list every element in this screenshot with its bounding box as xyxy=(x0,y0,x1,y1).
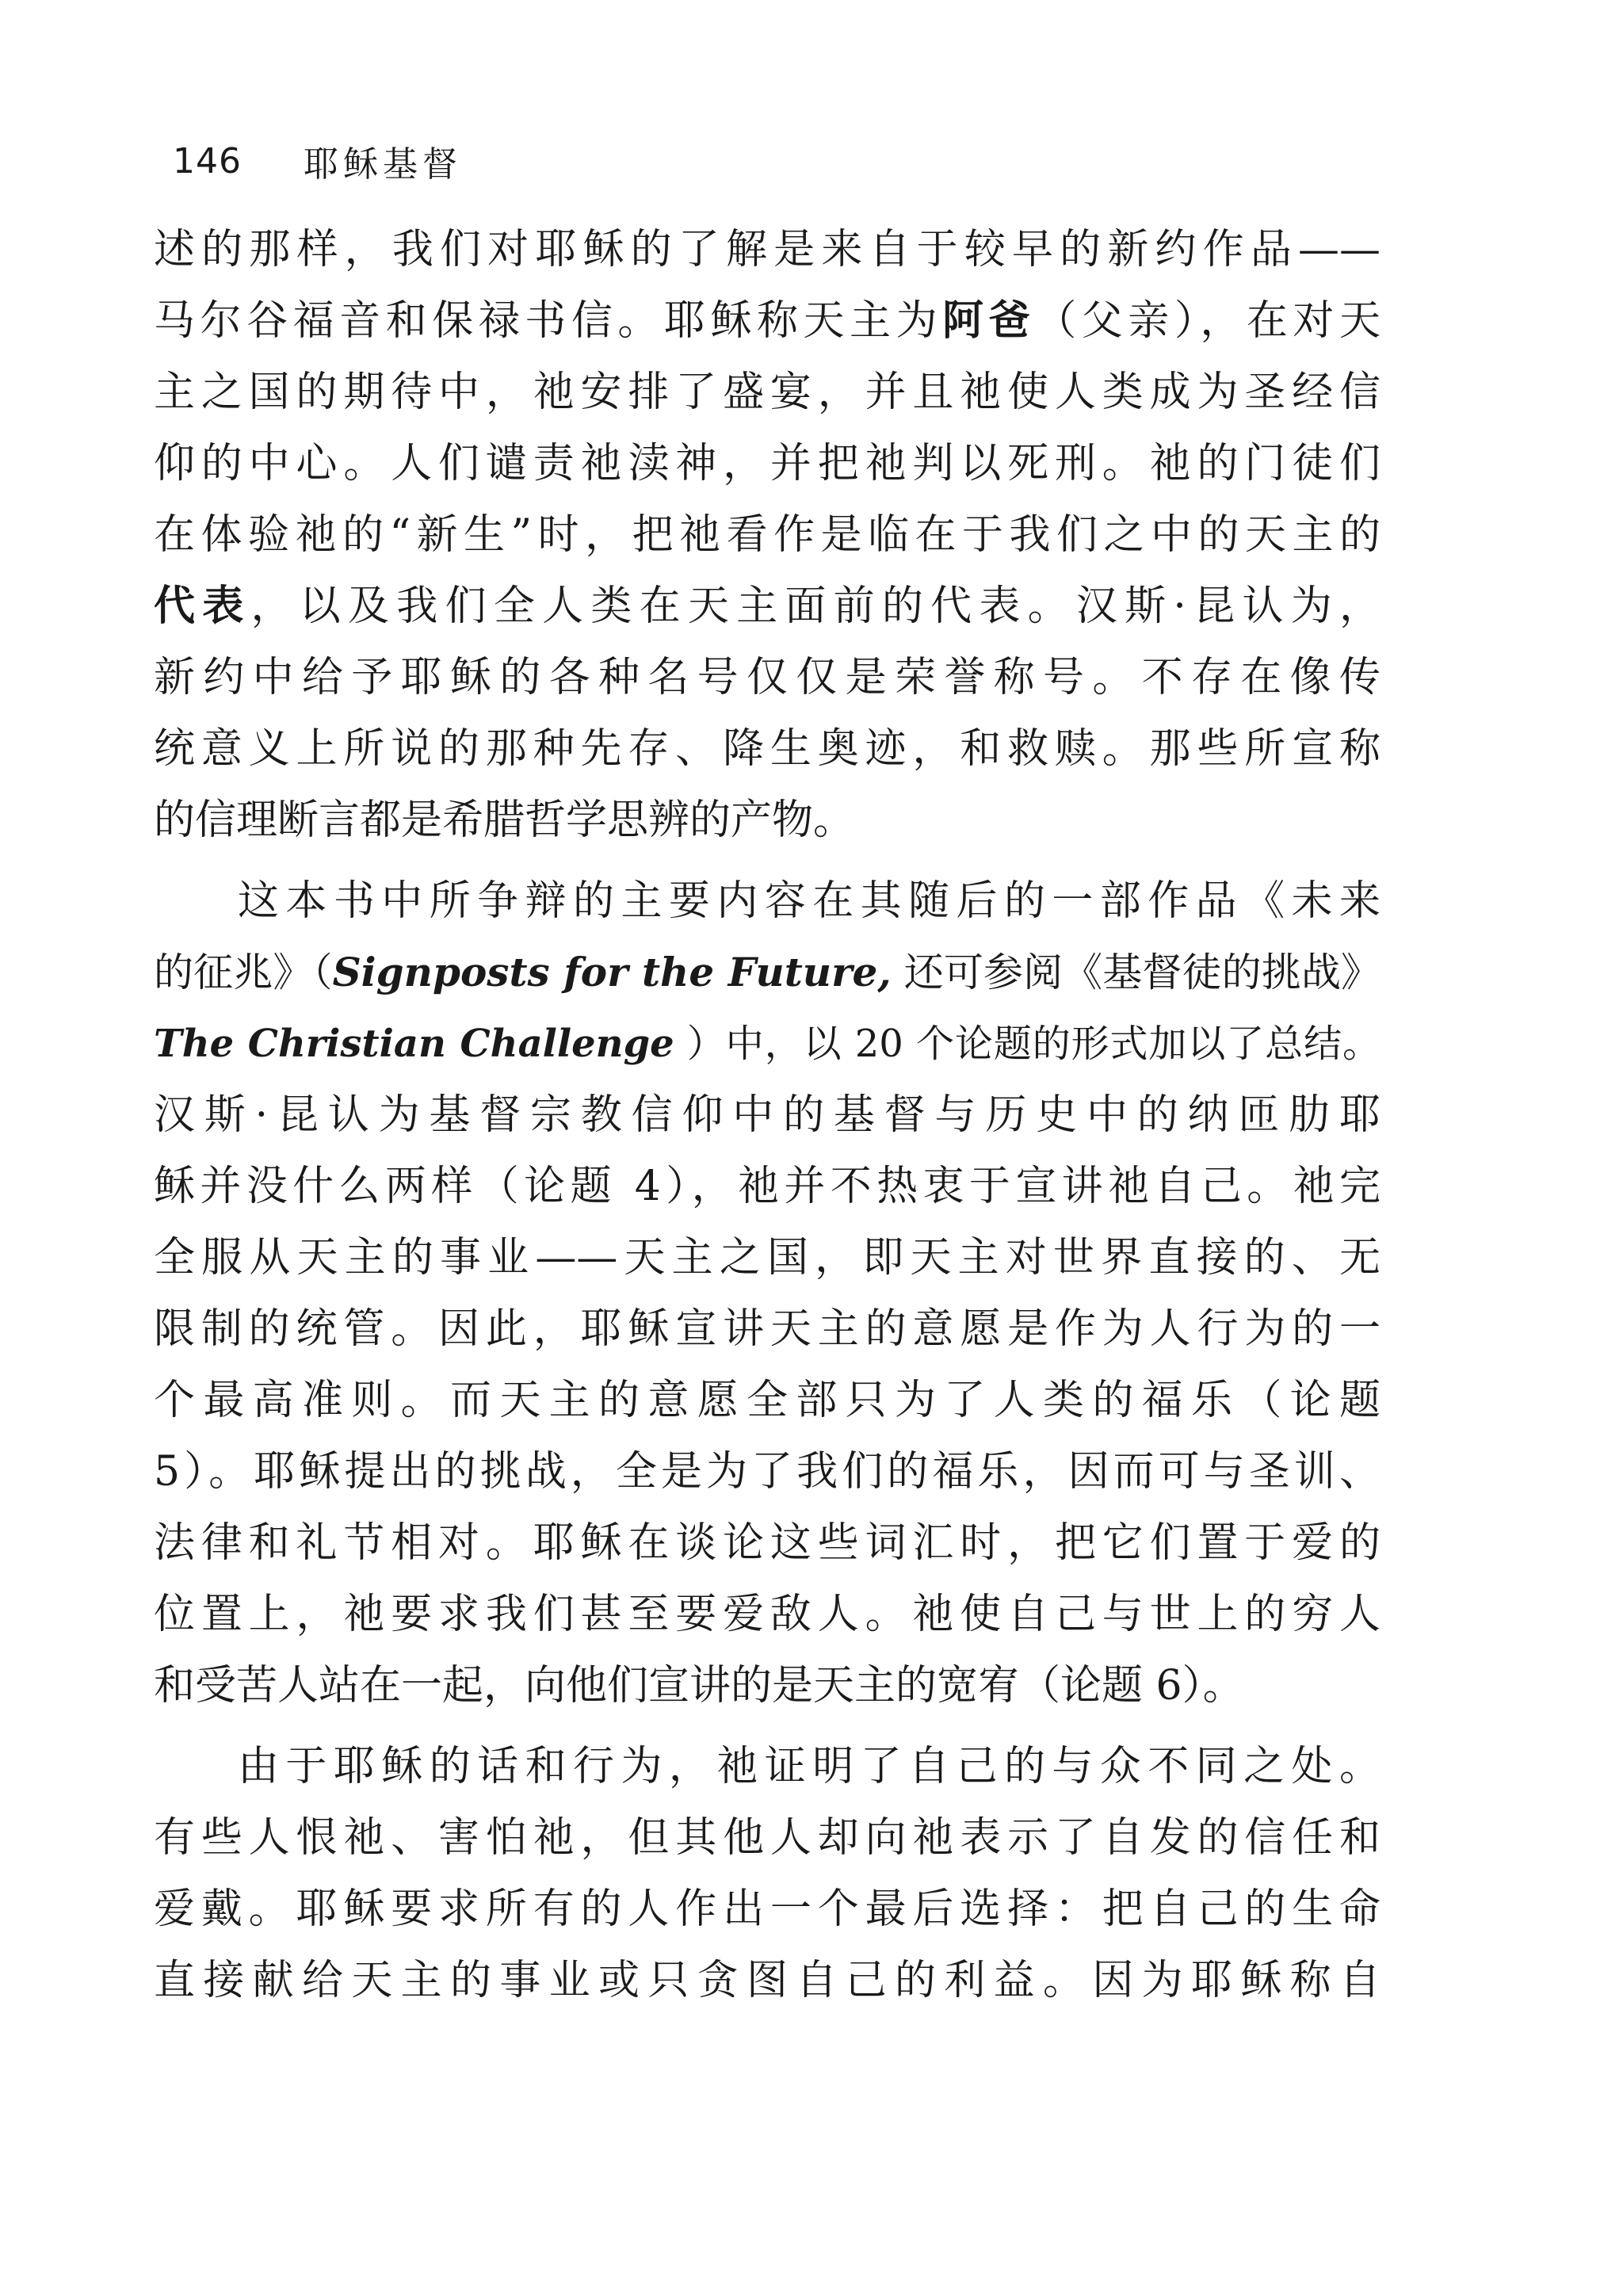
text-line: 统意义上所说的那种先存、降生奥迹，和救赎。那些所宣称 xyxy=(154,725,1381,773)
text-line: 这本书中所争辩的主要内容在其随后的一部作品《未来 xyxy=(238,877,1381,925)
text-line: 主之国的期待中，祂安排了盛宴，并且祂使人类成为圣经信 xyxy=(154,369,1381,416)
paragraph xyxy=(154,214,1381,856)
text-line: 在体验祂的“新生”时，把祂看作是临在于我们之中的天主的 xyxy=(154,511,1381,559)
page-number: 146 xyxy=(173,140,242,181)
text-line: 全服从天主的事业——天主之国，即天主对世界直接的、无 xyxy=(154,1234,1381,1282)
text-line: 和受苦人站在一起，向他们宣讲的是天主的宽宥（论题 6）。 xyxy=(154,1662,1244,1710)
emphasis: 阿爸 xyxy=(942,296,1036,345)
paragraph xyxy=(154,1731,1381,2016)
text-line: 的征兆》（Signposts for the Future, 还可参阅《基督徒的挑战》 xyxy=(154,949,1381,995)
text-line: 直接献给天主的事业或只贪图自己的利益。因为耶稣称自 xyxy=(154,1957,1381,2004)
text-line: 的信理断言都是希腊哲学思辨的产物。 xyxy=(154,797,855,844)
text-line: 马尔谷福音和保禄书信。耶稣称天主为阿爸（父亲），在对天 xyxy=(154,296,1381,345)
text-line: 限制的统管。因此，耶稣宣讲天主的意愿是作为人行为的一 xyxy=(154,1305,1381,1353)
text-line: 代表，以及我们全人类在天主面前的代表。汉斯·昆认为， xyxy=(154,582,1381,630)
body-text xyxy=(154,214,1381,2016)
text-line: 仰的中心。人们谴责祂渎神，并把祂判以死刑。祂的门徒们 xyxy=(154,440,1381,487)
text-line: 新约中给予耶稣的各种名号仅仅是荣誉称号。不存在像传 xyxy=(154,654,1381,701)
book-title-english: Signposts for the Future, xyxy=(332,949,892,995)
text-line: 述的那样，我们对耶稣的了解是来自于较早的新约作品—— xyxy=(154,226,1381,273)
text-line: 个最高准则。而天主的意愿全部只为了人类的福乐（论题 xyxy=(154,1377,1381,1424)
paragraph xyxy=(154,865,1381,1721)
emphasis: 代表 xyxy=(154,582,251,630)
text-line: 有些人恨祂、害怕祂，但其他人却向祂表示了自发的信任和 xyxy=(154,1814,1381,1862)
text-line: 法律和礼节相对。耶稣在谈论这些词汇时，把它们置于爱的 xyxy=(154,1519,1381,1567)
book-title-english: The Christian Challenge xyxy=(154,1022,674,1066)
running-head xyxy=(173,133,462,189)
text-line: 汉斯·昆认为基督宗教信仰中的基督与历史中的纳匝肋耶 xyxy=(154,1091,1381,1139)
text-line: 位置上，祂要求我们甚至要爱敌人。祂使自己与世上的穷人 xyxy=(154,1591,1381,1638)
text-line: 5）。耶稣提出的挑战，全是为了我们的福乐，因而可与圣训、 xyxy=(154,1448,1381,1496)
text-line: 稣并没什么两样（论题 4），祂并不热衷于宣讲祂自己。祂完 xyxy=(154,1163,1381,1210)
book-title: 耶稣基督 xyxy=(303,144,462,185)
text-line: 爱戴。耶稣要求所有的人作出一个最后选择：把自己的生命 xyxy=(154,1885,1381,1933)
text-line: 由于耶稣的话和行为，祂证明了自己的与众不同之处。 xyxy=(238,1743,1381,1790)
text-line: The Christian Challenge ）中，以 20 个论题的形式加以了总结。 xyxy=(154,1022,1381,1066)
